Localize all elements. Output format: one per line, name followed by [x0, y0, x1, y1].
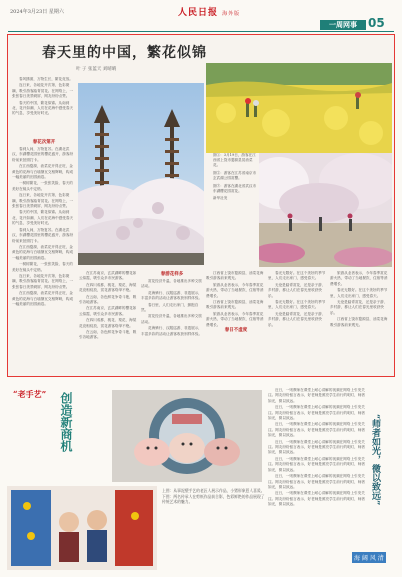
paragraph: 连日来，各地花开次第，色彩斑斓，吸引游客踏青赏花。在网络上，一张张春日美景刷屏，网友纷纷点赞。	[12, 193, 74, 209]
paragraph: 近日，一则教师在课堂上耐心讲解的视频在网络上引发关注。网友纷纷留言表示，好老师是照亮学生前行的明灯，师者如光，微以致远。	[268, 405, 366, 421]
paragraph: 春光无限好。在这个美好的季节里，人们走出家门，感受春天。	[330, 288, 388, 298]
caption-1: 图①：3月19日，游客在江西省上饶市婺源县赏油菜花。	[213, 153, 256, 167]
paragraph: 连日来，各地花开次第，色彩斑斓，吸引游客踏青赏花。在网络上，一张张春日美景刷屏，网友纷纷点赞。	[12, 273, 74, 289]
paragraph: 近日，一则教师在课堂上耐心讲解的视频在网络上引发关注。网友纷纷留言表示，好老师是照亮学生前行的明灯，师者如光，微以致远。	[268, 474, 366, 489]
paragraph: 赏花经济升温，各地推出多种文旅活动。	[141, 314, 202, 324]
paragraph: 在四川成都，桃花、梨花、海棠花竞相绽放，赏花游客络绎不绝。	[79, 318, 137, 328]
paragraph: 连日来，各地花开次第，色彩斑斓，吸引游客踏青赏花。在网络上，一张张春日美景刷屏，网友纷纷点赞。	[12, 83, 74, 99]
article-column-5	[268, 271, 328, 371]
issue-date: 2024年3月23日 星期六	[10, 9, 64, 15]
paragraph: 春日里，人们走出家门，拥抱自然。	[141, 302, 199, 313]
article-column-4	[206, 271, 266, 371]
caption-2: 图②：游客在江苏省南京市玄武湖公园赏樱。	[213, 171, 257, 180]
logo-sub: 海外版	[222, 11, 241, 17]
paragraph: 在云南，各色鲜花争奇斗艳，吸引各地游客。	[79, 330, 137, 340]
header-rule	[8, 31, 394, 32]
paragraph: 在江苏南京，玄武湖畔的樱花如云似霞，吸引众多市民游客。	[79, 306, 137, 316]
paragraph: 春天的中国，繁花似锦。从南到北，花开如潮，人们在花海中感受春天的气息，享受美好时光。	[12, 100, 74, 116]
editorial-headline-text: “师者如光，微以致远”	[370, 414, 380, 506]
paragraph: 在四川成都，桃花、梨花、海棠花竞相绽放，赏花游客络绎不绝。	[79, 282, 137, 293]
paragraph: 近日，一则教师在课堂上耐心讲解的视频在网络上引发关注。网友纷纷留言表示，好老师是照亮学生前行的明灯，师者如光，微以致远。	[268, 439, 366, 455]
article-column-3	[141, 279, 203, 371]
paragraph: 江西省上饶市婺源县，油菜花海吸引游客前来观光。	[330, 317, 388, 327]
editorial-headline	[370, 414, 392, 534]
craft-title-text: 创造新商机	[59, 392, 73, 452]
page-number: 05	[368, 16, 385, 30]
article-column-1b	[12, 147, 76, 372]
paragraph: 春到人间，万物复苏。在湖北武汉，东湖樱花园里的樱花盛开，游客纷纷前来拍照打卡。	[12, 227, 74, 243]
paragraph: 花海骑行、汉服巡游、非遗展示，丰富多彩的活动让游客收获别样体验。	[141, 290, 203, 301]
article-column-1	[12, 77, 76, 129]
craft-tag: “老手艺”	[13, 389, 47, 399]
clay-figurine-photo	[112, 390, 262, 482]
paragraph: 一树树繁花，一张张笑脸，春天的美好在镜头中定格。	[12, 262, 73, 272]
article-byline: 叶 子 张蓝天 刘晴晴	[76, 67, 117, 72]
blossom-park-photo	[259, 153, 392, 267]
paragraph: 江西省上饶市婺源县，油菜花海吸引游客前来观光。	[206, 271, 264, 281]
pagoda-photo	[78, 83, 204, 265]
rapeseed-photo	[206, 63, 392, 153]
paragraph: 无论是踏青赏花，还是亲子游、乡村游，都让人们在春光里收获快乐。	[330, 300, 388, 315]
subhead-1: 春花次第开	[32, 140, 56, 145]
paragraph: 春天的中国，繁花似锦。从南到北，花开如潮，人们在花海中感受春天的气息，享受美好时光。	[12, 210, 74, 226]
article-title: 春天里的中国，繁花似锦	[42, 45, 207, 61]
subhead-3: 春日不虚度	[224, 328, 248, 333]
paragraph: 无论是踏青赏花，还是亲子游、乡村游，都让人们在春光里收获快乐。	[268, 311, 326, 327]
logo-text: 人民日报	[178, 8, 219, 18]
paragraph: 在云南，各色鲜花争奇斗艳，吸引各地游客。	[79, 294, 137, 305]
craft-article[interactable]	[7, 384, 269, 572]
paragraph: 春光无限好。在这个美好的季节里，人们走出家门，感受春天。	[268, 300, 326, 310]
caption-credit: 新华社发	[213, 196, 228, 200]
paragraph: 近日，一则教师在课堂上耐心讲解的视频在网络上引发关注。网友纷纷留言表示，好老师是照亮学生前行的明灯，师者如光，微以致远。	[268, 456, 366, 472]
paragraph: 在江西婺源，油菜花开得正旺，金黄色的花海与白墙黛瓦交相辉映，构成一幅美丽的田园画卷。	[12, 164, 74, 180]
craft-caption: 上图：从事泥塑手艺的老匠人展示作品，小猪形象惹人喜爱。下图：两名传承人在剪纸作品前合影，色彩鲜艳的作品展现了传统艺术的魅力。	[162, 488, 265, 505]
paper-cut-photo	[7, 486, 157, 570]
paragraph: 近日，一则教师在课堂上耐心讲解的视频在网络上引发关注。网友纷纷留言表示，好老师是照亮学生前行的明灯，师者如光，微以致远。	[268, 491, 366, 507]
paragraph: 江西省上饶市婺源县，油菜花海吸引游客前来观光。	[206, 300, 264, 310]
masthead-logo	[178, 5, 240, 18]
article-column-6	[330, 271, 390, 371]
paragraph: 赏花经济升温，各地推出多种文旅活动。	[141, 279, 202, 289]
paragraph: 无论是踏青赏花，还是亲子游、乡村游，都让人们在春光里收获快乐。	[268, 282, 326, 298]
caption-3: 图③：游客在湖北省武汉市东湖樱花园赏花。	[213, 184, 257, 193]
feature-article[interactable]	[7, 34, 395, 377]
paragraph: 旅游从业者表示，今年春季赏花游火热，带动了当地餐饮、住宿等消费增长。	[206, 311, 264, 327]
paragraph: 春光无限好。在这个美好的季节里，人们走出家门，感受春天。	[268, 271, 326, 281]
craft-vertical-title	[59, 392, 81, 472]
column-badge: 海 阔 风 清	[352, 552, 386, 563]
subhead-2: 春游花样多	[160, 272, 184, 277]
paragraph: 一树树繁花，一张张笑脸，春天的美好在镜头中定格。	[12, 181, 73, 191]
newspaper-header	[0, 0, 402, 34]
paragraph: 春风拂面，万物生长，繁花竞放。	[19, 77, 73, 81]
paragraph: 旅游从业者表示，今年春季赏花游火热，带动了当地餐饮、住宿等消费增长。	[330, 271, 388, 286]
paragraph: 春到人间，万物复苏。在湖北武汉，东湖樱花园里的樱花盛开，游客纷纷前来拍照打卡。	[12, 147, 74, 162]
paragraph: 近日，一则教师在课堂上耐心讲解的视频在网络上引发关注。网友纷纷留言表示，好老师是照亮学生前行的明灯，师者如光，微以致远。	[268, 388, 366, 403]
paragraph: 在江苏南京，玄武湖畔的樱花如云似霞，吸引众多市民游客。	[79, 271, 137, 281]
paragraph: 近日，一则教师在课堂上耐心讲解的视频在网络上引发关注。网友纷纷留言表示，好老师是照亮学生前行的明灯，师者如光，微以致远。	[268, 422, 366, 438]
editorial-column[interactable]	[266, 384, 396, 572]
section-tag: 一周网事	[320, 20, 366, 30]
photo-caption	[213, 153, 259, 253]
paragraph: 花海骑行、汉服巡游、非遗展示，丰富多彩的活动让游客收获别样体验。	[141, 326, 203, 336]
article-column-2	[79, 271, 139, 371]
editorial-text	[268, 388, 366, 568]
paragraph: 旅游从业者表示，今年春季赏花游火热，带动了当地餐饮、住宿等消费增长。	[206, 282, 264, 298]
paragraph: 在江西婺源，油菜花开得正旺，金黄色的花海与白墙黛瓦交相辉映，构成一幅美丽的田园画卷。	[12, 291, 74, 306]
paragraph: 在江西婺源，油菜花开得正旺，金黄色的花海与白墙黛瓦交相辉映，构成一幅美丽的田园画卷。	[12, 244, 74, 260]
